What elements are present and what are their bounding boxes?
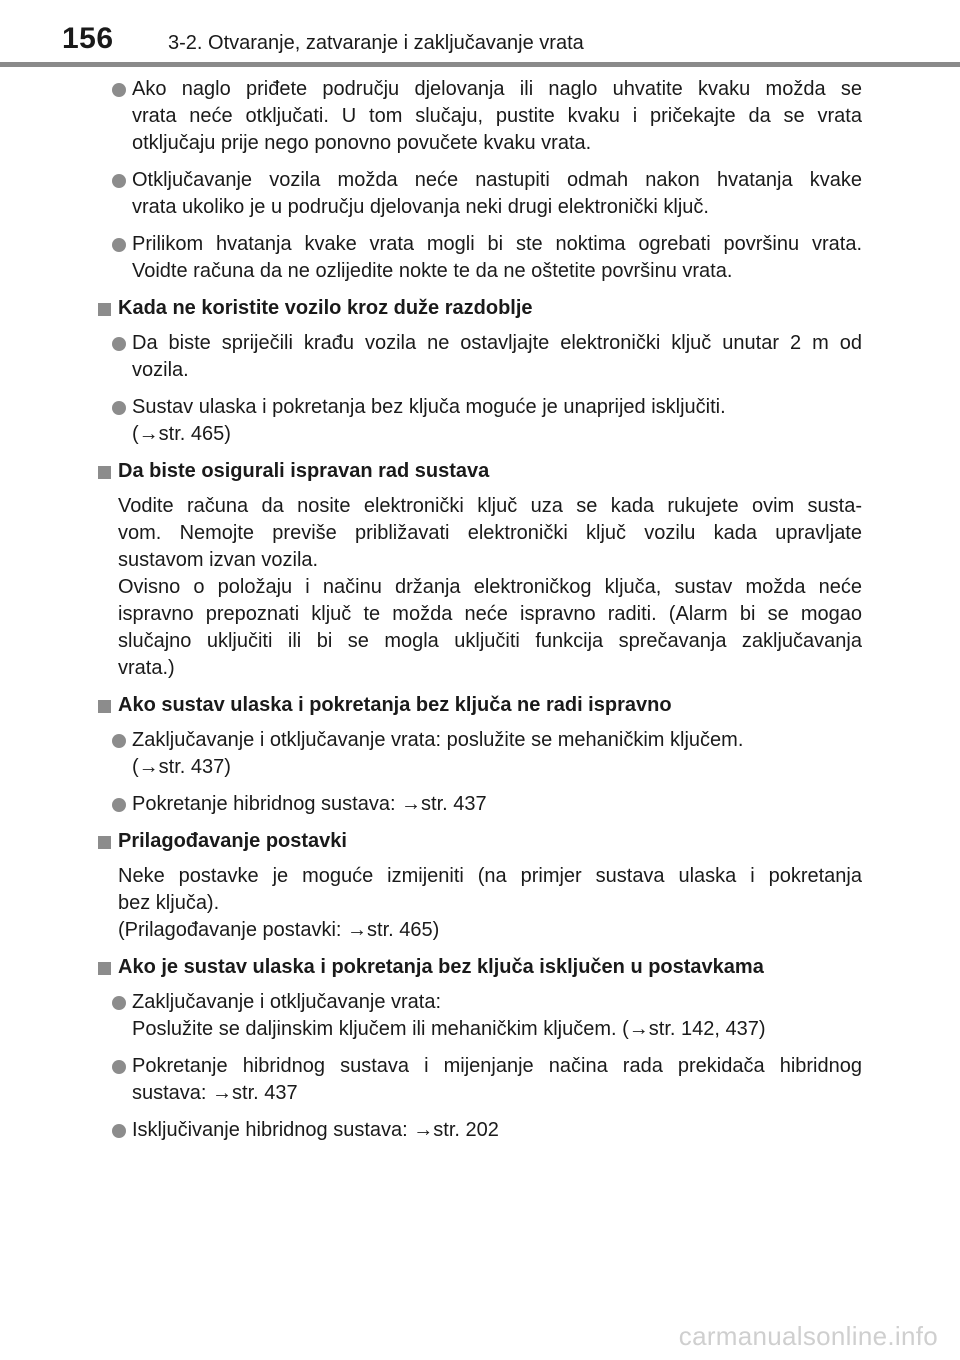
header-rule — [0, 62, 960, 67]
section-title: Prilagođavanje postavki — [118, 830, 347, 852]
text-line: Zaključavanje i otključavanje vrata: poslužite se mehaničkim ključem. — [132, 729, 744, 751]
page-reference: (Prilagođavanje postavki: →str. 465) — [118, 919, 440, 941]
text-line: otključaju prije nego ponovno povučete kvaku vrata. — [132, 132, 592, 154]
text-line: Otključavanje vozila možda neće nastupiti odmah nakon hvatanja kvake — [132, 169, 862, 191]
text-line: Voidte računa da ne ozlijedite nokte te da ne oštetite površinu vrata. — [132, 260, 733, 282]
section-title: Ako je sustav ulaska i pokretanja bez ključa isključen u postavkama — [118, 956, 764, 978]
text-line: ispravno prepoznati ključ te možda neće ispravno raditi. (Alarm bi se mogao — [118, 603, 862, 625]
text-line: Isključivanje hibridnog sustava: →str. 202 — [132, 1119, 499, 1141]
text-line: vozila. — [132, 359, 189, 381]
text-line: Pokretanje hibridnog sustava: →str. 437 — [132, 793, 487, 815]
page-number: 156 — [62, 22, 114, 55]
section-square-icon — [98, 700, 111, 713]
bullet-circle-icon — [112, 734, 126, 748]
text-line: Prilikom hvatanja kvake vrata mogli bi ste noktima ogrebati površinu vrata. — [132, 233, 862, 255]
section-heading — [98, 954, 862, 981]
text-line: Poslužite se daljinskim ključem ili mehaničkim ključem. (→str. 142, 437) — [132, 1018, 766, 1040]
bullet-circle-icon — [112, 1124, 126, 1138]
text-line: bez ključa). — [118, 892, 220, 914]
bullet-circle-icon — [112, 238, 126, 252]
section-square-icon — [98, 836, 111, 849]
text-line: Neke postavke je moguće izmijeniti (na primjer sustava ulaska i pokretanja — [118, 865, 862, 887]
list-item — [98, 1117, 862, 1144]
section-title: Ako sustav ulaska i pokretanja bez ključa ne radi ispravno — [118, 694, 672, 716]
bullet-circle-icon — [112, 1060, 126, 1074]
list-item — [98, 394, 862, 448]
bullet-circle-icon — [112, 798, 126, 812]
text-line: Zaključavanje i otključavanje vrata: — [132, 991, 442, 1013]
text-line: Sustav ulaska i pokretanja bez ključa moguće je unaprijed isključiti. — [132, 396, 726, 418]
list-item — [98, 1053, 862, 1107]
text-line: Vodite računa da nosite elektronički ključ uza se kada rukujete ovim susta- — [118, 495, 862, 517]
list-item — [98, 989, 862, 1043]
section-heading — [98, 295, 862, 322]
list-item — [98, 231, 862, 285]
text-line: sustavom izvan vozila. — [118, 549, 319, 571]
watermark: carmanualsonline.info — [678, 1321, 938, 1351]
list-item — [98, 167, 862, 221]
text-line: Ako naglo priđete području djelovanja ili naglo uhvatite kvaku možda se — [132, 78, 862, 100]
text-line: vom. Nemojte previše približavati elektronički ključ vozilu kada upravljate — [118, 522, 862, 544]
text-line: Da biste spriječili krađu vozila ne ostavljajte elektronički ključ unutar 2 m od — [132, 332, 862, 354]
paragraph — [98, 863, 862, 944]
section-heading — [98, 458, 862, 485]
bullet-circle-icon — [112, 401, 126, 415]
section-title: Da biste osigurali ispravan rad sustava — [118, 460, 490, 482]
text-line: vrata.) — [118, 657, 175, 679]
bullet-circle-icon — [112, 83, 126, 97]
section-heading — [98, 828, 862, 855]
page-reference: (→str. 437) — [132, 756, 231, 778]
paragraph — [98, 493, 862, 682]
section-square-icon — [98, 962, 111, 975]
section-title: Kada ne koristite vozilo kroz duže razdoblje — [118, 297, 533, 319]
section-square-icon — [98, 466, 111, 479]
bullet-circle-icon — [112, 174, 126, 188]
text-line: Pokretanje hibridnog sustava i mijenjanje načina rada prekidača hibridnog — [132, 1055, 862, 1077]
bullet-circle-icon — [112, 996, 126, 1010]
bullet-circle-icon — [112, 337, 126, 351]
section-square-icon — [98, 303, 111, 316]
section-heading — [98, 692, 862, 719]
list-item — [98, 76, 862, 157]
list-item — [98, 791, 862, 818]
list-item — [98, 330, 862, 384]
page-header — [0, 0, 960, 70]
text-line: sustava: →str. 437 — [132, 1082, 298, 1104]
page-reference: (→str. 465) — [132, 423, 231, 445]
chapter-title: 3-2. Otvaranje, zatvaranje i zaključavanje vrata — [168, 32, 584, 54]
text-line: Ovisno o položaju i načinu držanja elektroničkog ključa, sustav možda neće — [118, 576, 862, 598]
text-line: vrata neće otključati. U tom slučaju, pustite kvaku i pričekajte da se vrata — [132, 105, 862, 127]
list-item — [98, 727, 862, 781]
page-content — [98, 76, 862, 1154]
text-line: slučajno uključiti ili bi se mogla uključiti funkcija sprečavanja zaključavanja — [118, 630, 862, 652]
text-line: vrata ukoliko je u području djelovanja neki drugi elektronički ključ. — [132, 196, 709, 218]
